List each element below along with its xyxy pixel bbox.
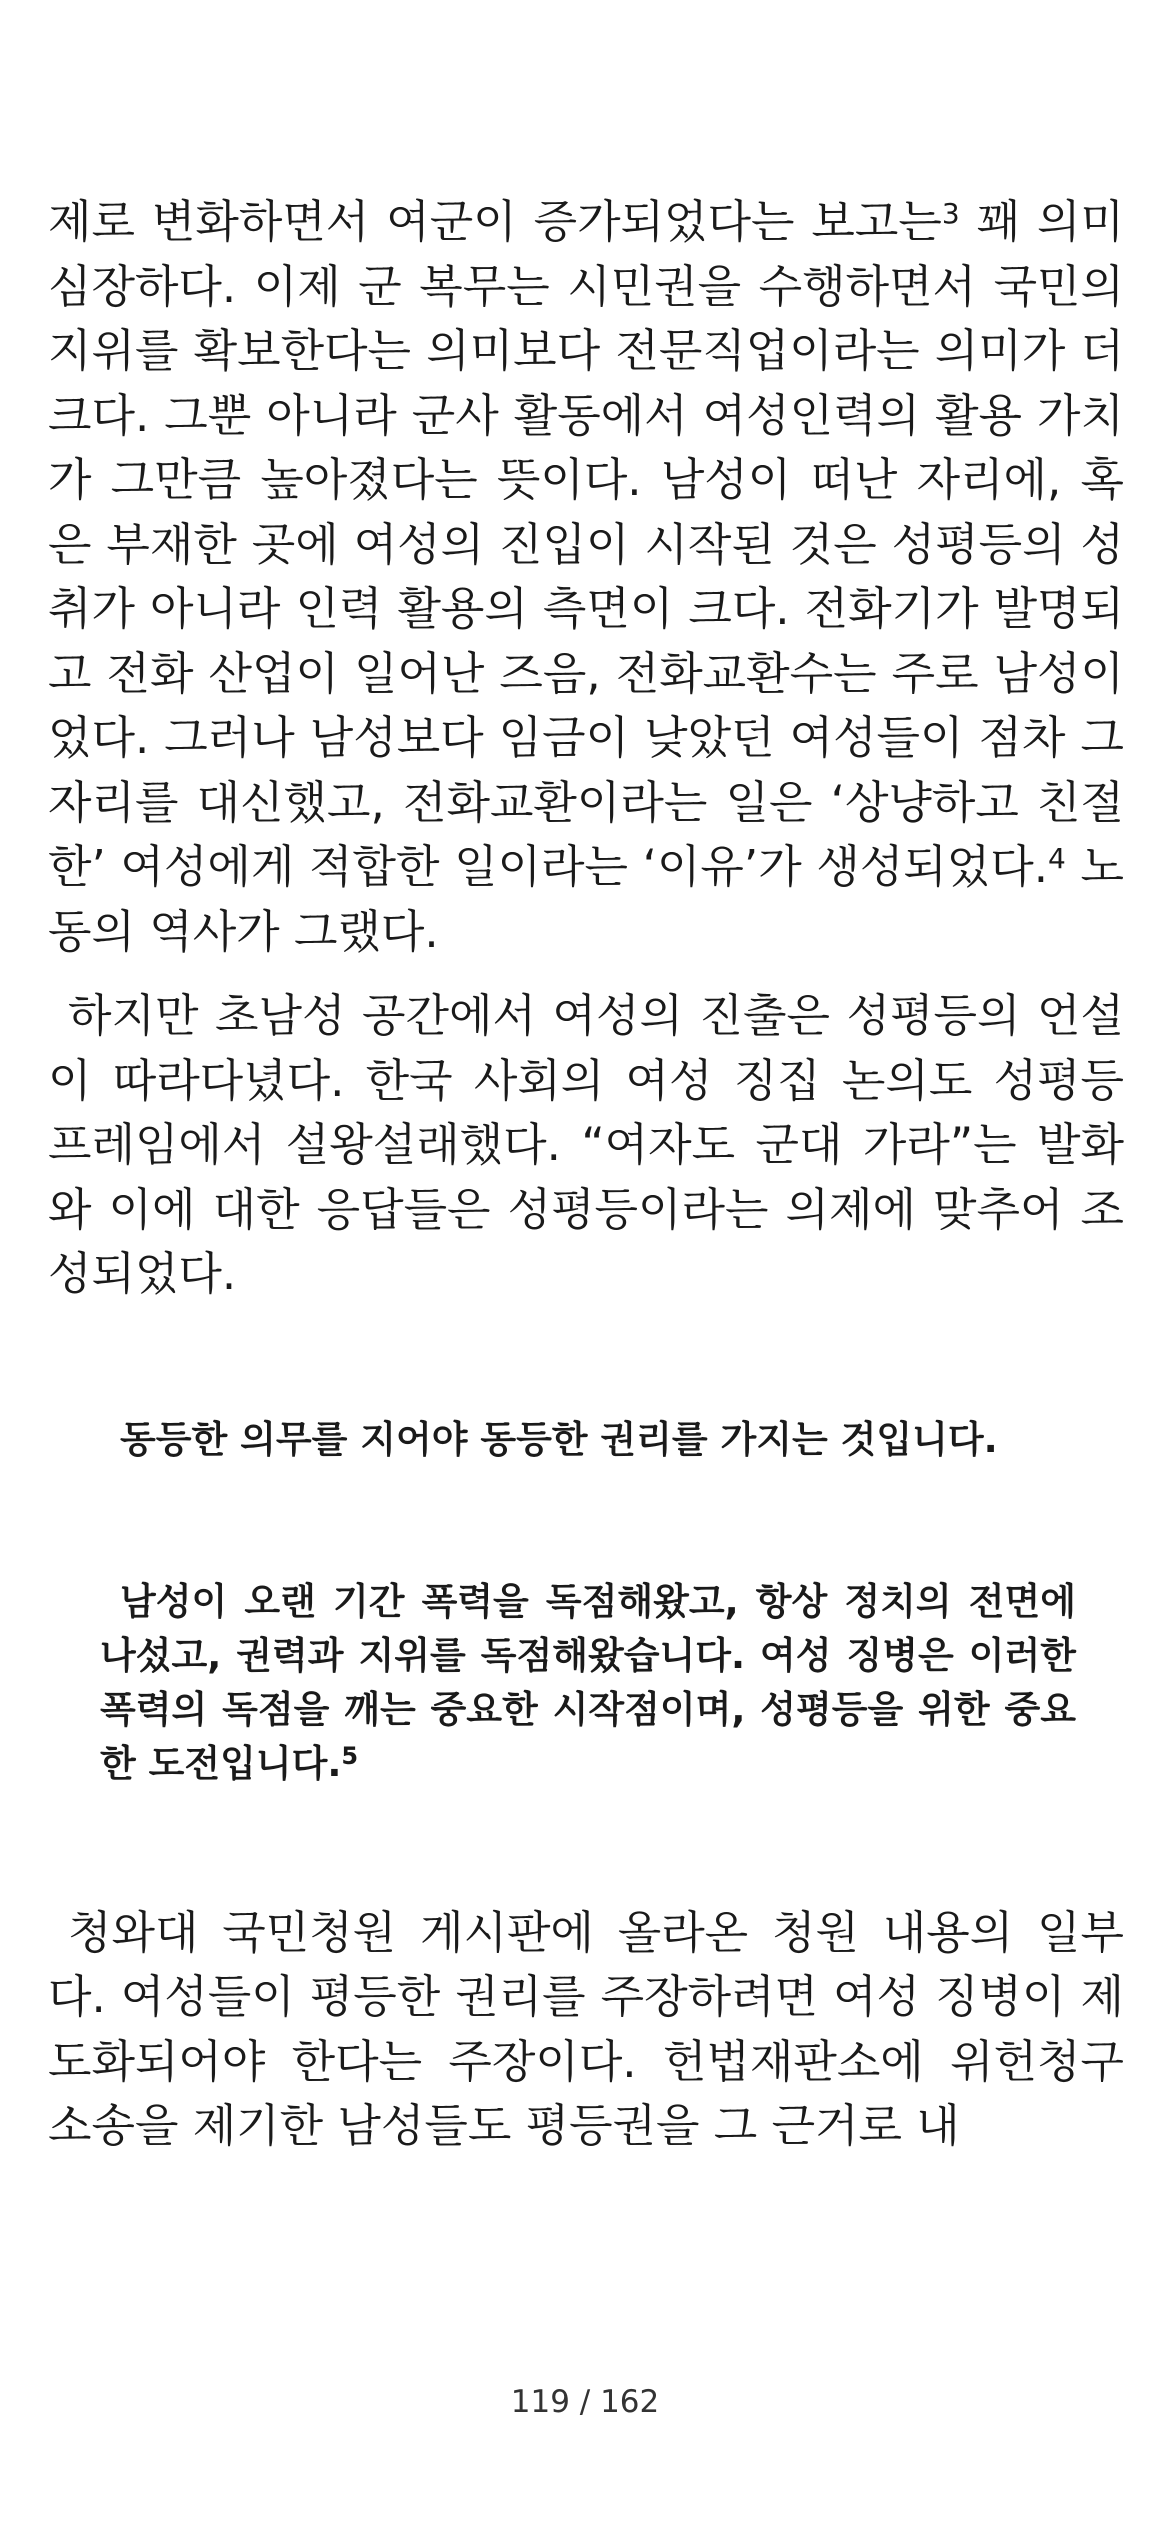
body-paragraph-2 xyxy=(48,984,1124,1307)
footnote-ref-4[interactable]: 4 xyxy=(1048,842,1066,875)
quote-spacer-middle xyxy=(48,1467,1124,1575)
body-paragraph-1 xyxy=(48,190,1124,964)
block-quote-2 xyxy=(100,1575,1076,1791)
paragraph-2-text: 하지만 초남성 공간에서 여성의 진출은 성평등의 언설이 따라다녔다. 한국 사회의 여성 징집 논의도 성평등 프레임에서 설왕설래했다. “여자도 군대 가라”는 발화와 이에 대한 응답들은 성평등이라는 의제에 맞추어 조성되었다. xyxy=(48,989,1124,1300)
block-quote-1 xyxy=(100,1413,1076,1467)
body-paragraph-3 xyxy=(48,1901,1124,2159)
paragraph-1-text-a: 제로 변화하면서 여군이 증가되었다는 보고는 xyxy=(48,195,942,248)
paragraph-1-text-b: 꽤 의미심장하다. 이제 군 복무는 시민권을 수행하면서 국민의 지위를 확보한다는 의미보다 전문직업이라는 의미가 더 크다. 그뿐 아니라 군사 활동에서 여성인력의 활용 가치가 그만큼 높아졌다는 뜻이다. 남성이 떠난 자리에, 혹은 부재한 곳에 여성의 진입이 시작된 것은 성평등의 성취가 아니라 인력 활용의 측면이 크다. 전화기가 발명되고 전화 산업이 일어난 즈음, 전화교환수는 주로 남성이었다. 그러나 남성보다 임금이 낮았던 여성들이 점차 그 자리를 대신했고, 전화교환이라는 일은 ‘상냥하고 친절한’ 여성에게 적합한 일이라는 ‘이유’가 생성되었다. xyxy=(48,195,1125,893)
quote-spacer-bottom xyxy=(48,1791,1124,1901)
quote-1-text: 동등한 의무를 지어야 동등한 권리를 가지는 것입니다. xyxy=(120,1417,998,1461)
paragraph-spacer xyxy=(48,964,1124,984)
paragraph-1-text-c: 노동의 역사가 그랬다. xyxy=(48,840,1124,958)
page-indicator: 119 / 162 xyxy=(510,2384,660,2420)
footnote-ref-3[interactable]: 3 xyxy=(941,197,960,230)
paragraph-3-text: 청와대 국민청원 게시판에 올라온 청원 내용의 일부다. 여성들이 평등한 권리를 주장하려면 여성 징병이 제도화되어야 한다는 주장이다. 헌법재판소에 위헌청구 소송을 제기한 남성들도 평등권을 그 근거로 내 xyxy=(48,1905,1124,2152)
footnote-ref-5[interactable]: 5 xyxy=(341,1741,359,1770)
page-body xyxy=(48,190,1124,2159)
quote-spacer-top xyxy=(48,1307,1124,1413)
quote-2-text: 남성이 오랜 기간 폭력을 독점해왔고, 항상 정치의 전면에 나섰고, 권력과 지위를 독점해왔습니다. 여성 징병은 이러한 폭력의 독점을 깨는 중요한 시작점이며, 성평등을 위한 중요한 도전입니다. xyxy=(100,1579,1076,1785)
